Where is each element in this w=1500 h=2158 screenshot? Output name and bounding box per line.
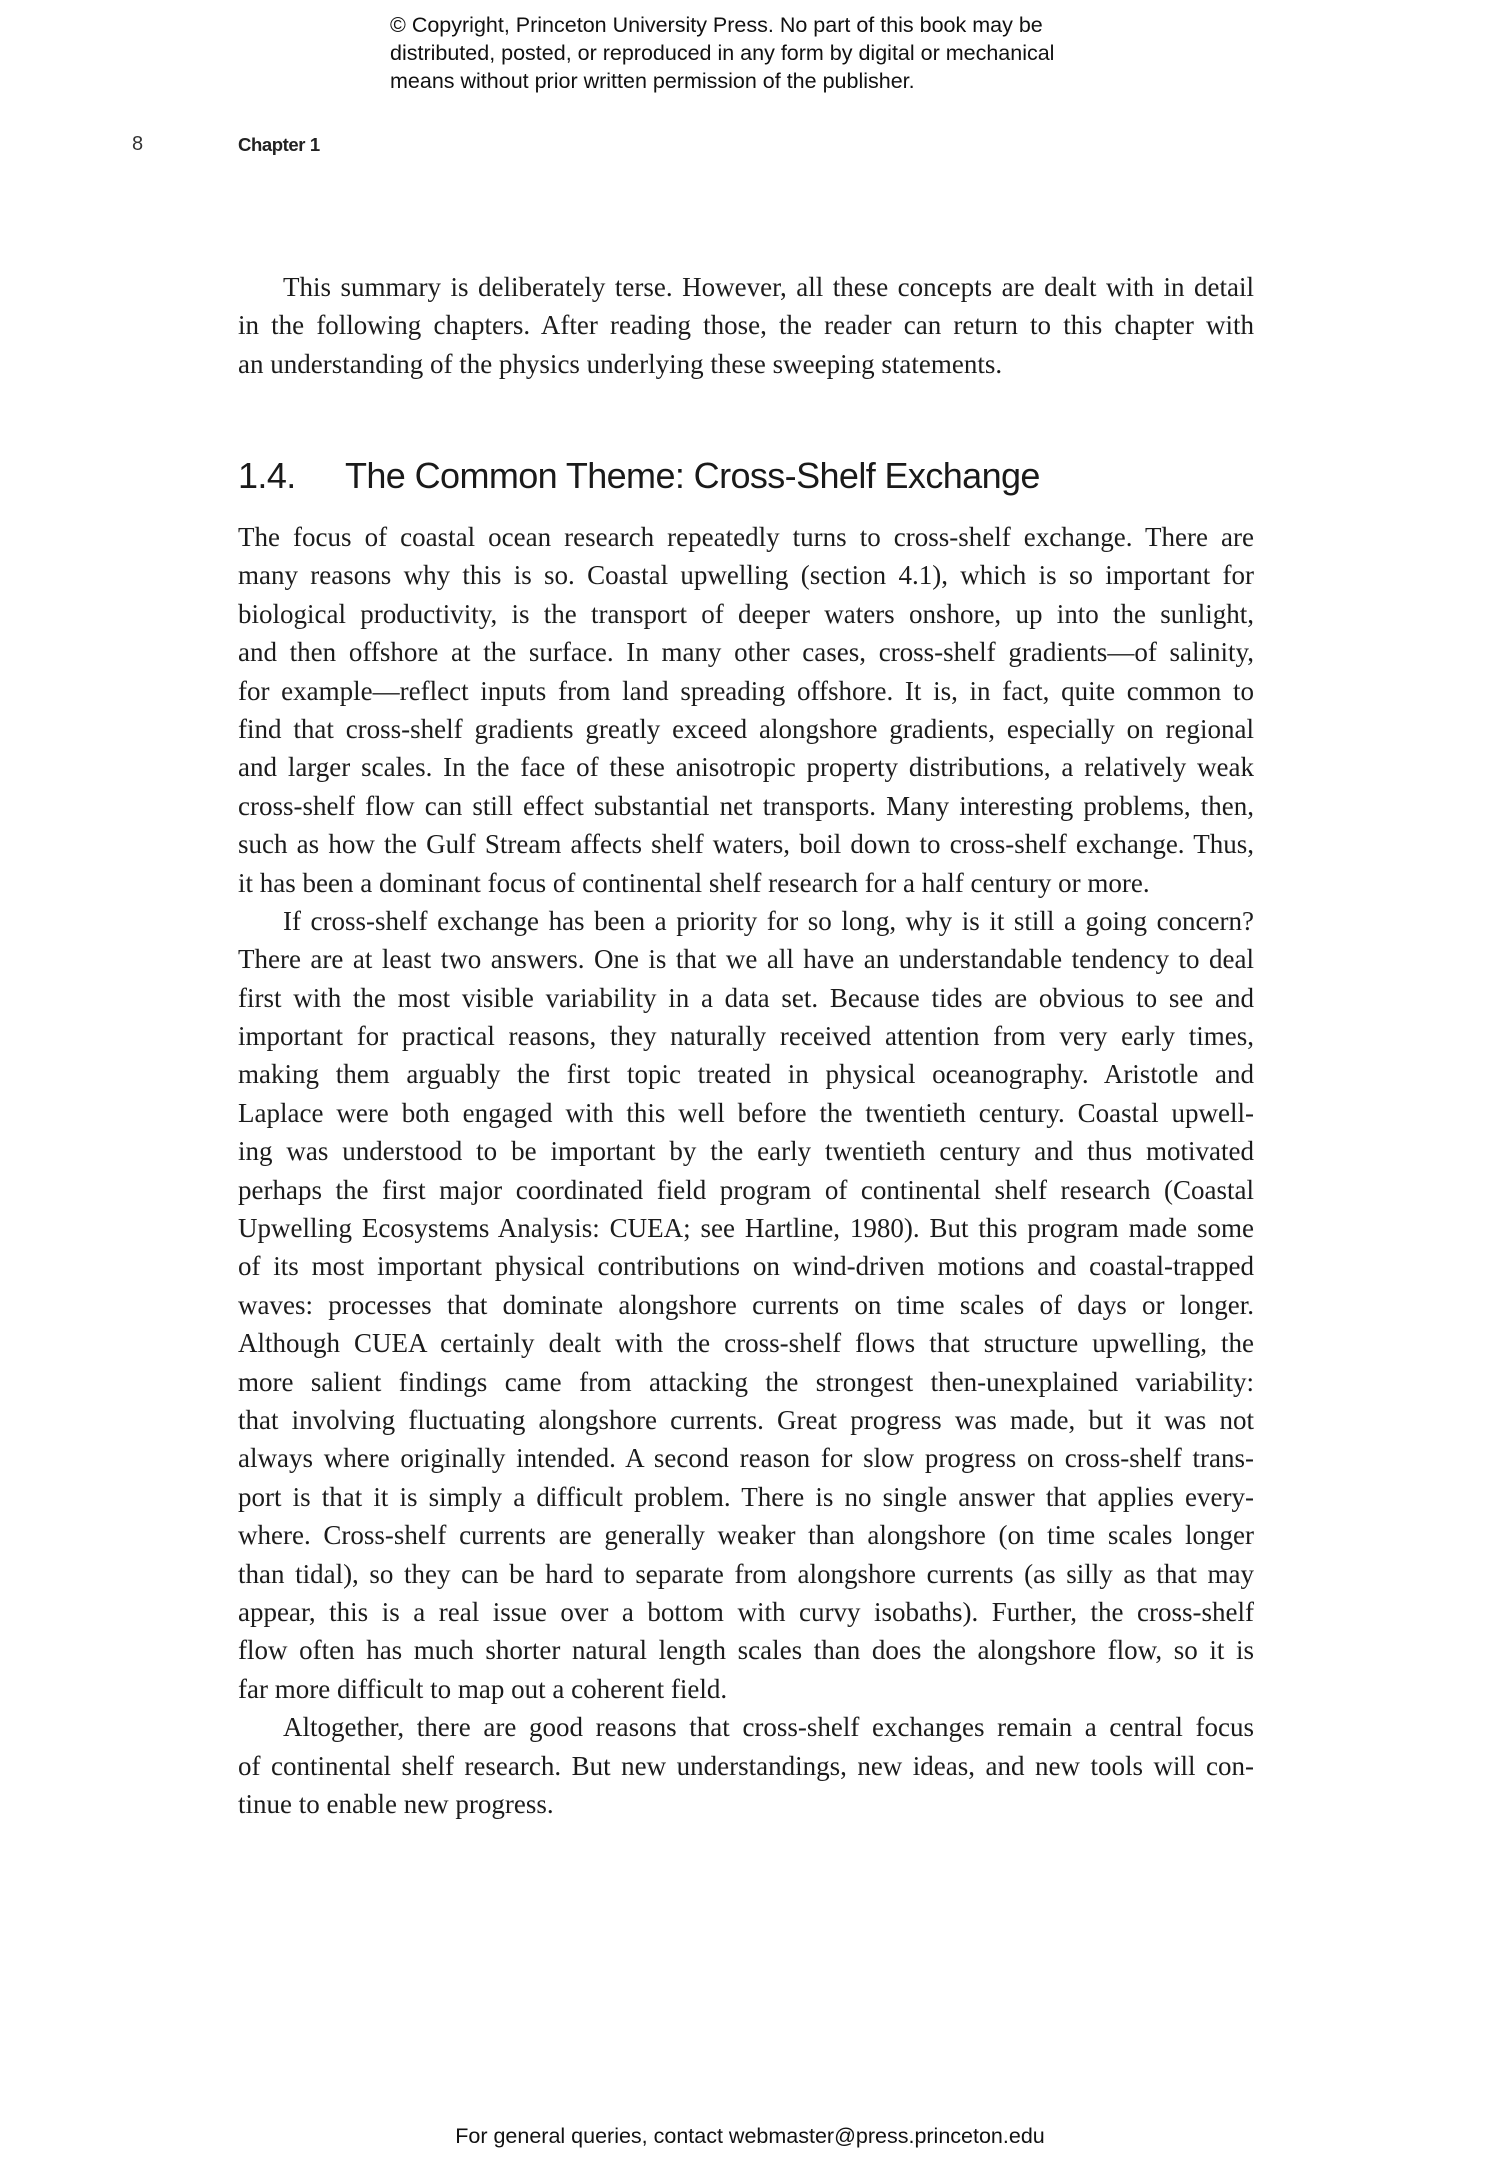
copyright-notice (390, 11, 1150, 95)
text-line: find that cross-shelf gradients greatly exceed alongshore gradients, especially on regional (238, 713, 1254, 744)
text-line: more salient findings came from attacking the strongest then-unexplained variability: (238, 1366, 1254, 1397)
text-line: where. Cross-shelf currents are generally weaker than alongshore (on time scales longer (238, 1520, 1254, 1551)
text-line: Laplace were both engaged with this well before the twentieth century. Coastal upwell- (238, 1097, 1254, 1128)
text-line: making them arguably the first topic treated in physical oceanography. Aristotle and (238, 1059, 1254, 1090)
text-line: There are at least two answers. One is that we all have an understandable tendency to deal (238, 944, 1254, 975)
text-line: for example—reflect inputs from land spreading offshore. It is, in fact, quite common to (238, 675, 1254, 706)
text-line: cross-shelf flow can still effect substantial net transports. Many interesting problems, then, (238, 790, 1254, 821)
text-line: of its most important physical contributions on wind-driven motions and coastal-trapped (238, 1251, 1254, 1282)
section-body (238, 518, 1254, 1823)
text-line: Upwelling Ecosystems Analysis: CUEA; see Hartline, 1980). But this program made some (238, 1213, 1254, 1244)
text-line: If cross-shelf exchange has been a priority for so long, why is it still a going concern? (283, 905, 1254, 936)
text-line: waves: processes that dominate alongshore currents on time scales of days or longer. (238, 1289, 1254, 1320)
text-line: This summary is deliberately terse. However, all these concepts are dealt with in detail (283, 272, 1254, 302)
footer-contact: For general queries, contact webmaster@press.princeton.edu (455, 2124, 1045, 2148)
running-head (0, 133, 1500, 163)
text-line: ing was understood to be important by the early twentieth century and thus motivated (238, 1136, 1254, 1167)
text-line: perhaps the first major coordinated field program of continental shelf research (Coastal (238, 1174, 1254, 1205)
text-line: port is that it is simply a difficult problem. There is no single answer that applies every- (238, 1481, 1254, 1512)
text-line: tinue to enable new progress. (238, 1788, 554, 1819)
copyright-line: distributed, posted, or reproduced in any form by digital or mechanical (390, 41, 1055, 65)
text-line: many reasons why this is so. Coastal upwelling (section 4.1), which is so important for (238, 560, 1254, 591)
text-line: Altogether, there are good reasons that cross-shelf exchanges remain a central focus (283, 1712, 1254, 1743)
text-line: that involving fluctuating alongshore currents. Great progress was made, but it was not (238, 1404, 1254, 1435)
text-line: first with the most visible variability in a data set. Because tides are obvious to see and (238, 982, 1254, 1013)
text-line: such as how the Gulf Stream affects shelf waters, boil down to cross-shelf exchange. Thus, (238, 829, 1254, 860)
text-line: in the following chapters. After reading those, the reader can return to this chapter with (238, 310, 1254, 341)
text-line: an understanding of the physics underlying these sweeping statements. (238, 348, 1003, 379)
text-line: of continental shelf research. But new understandings, new ideas, and new tools will con- (238, 1750, 1254, 1781)
text-line: flow often has much shorter natural length scales than does the alongshore flow, so it is (238, 1635, 1254, 1666)
intro-paragraph (238, 268, 1254, 383)
copyright-line: means without prior written permission of the publisher. (390, 69, 915, 93)
text-line: and larger scales. In the face of these anisotropic property distributions, a relatively weak (238, 752, 1254, 783)
text-line: far more difficult to map out a coherent field. (238, 1673, 728, 1704)
text-line: it has been a dominant focus of continental shelf research for a half century or more. (238, 867, 1150, 898)
text-line: The focus of coastal ocean research repeatedly turns to cross-shelf exchange. There are (238, 522, 1254, 552)
text-line: and then offshore at the surface. In many other cases, cross-shelf gradients—of salinity, (238, 637, 1254, 668)
copyright-line: © Copyright, Princeton University Press. No part of this book may be (390, 13, 1043, 37)
text-line: important for practical reasons, they naturally received attention from very early times, (238, 1021, 1254, 1052)
chapter-label: Chapter 1 (238, 134, 320, 155)
section-title: The Common Theme: Cross-Shelf Exchange (345, 455, 1040, 496)
text-line: biological productivity, is the transport of deeper waters onshore, up into the sunlight, (238, 598, 1254, 629)
section-number: 1.4. (238, 455, 296, 496)
text-line: always where originally intended. A second reason for slow progress on cross-shelf trans- (238, 1443, 1254, 1474)
text-line: Although CUEA certainly dealt with the cross-shelf flows that structure upwelling, the (238, 1328, 1254, 1359)
text-line: than tidal), so they can be hard to separate from alongshore currents (as silly as that may (238, 1558, 1254, 1589)
text-line: appear, this is a real issue over a bottom with curvy isobaths). Further, the cross-shelf (238, 1596, 1254, 1627)
section-heading (238, 455, 1040, 497)
page-number: 8 (132, 133, 144, 155)
